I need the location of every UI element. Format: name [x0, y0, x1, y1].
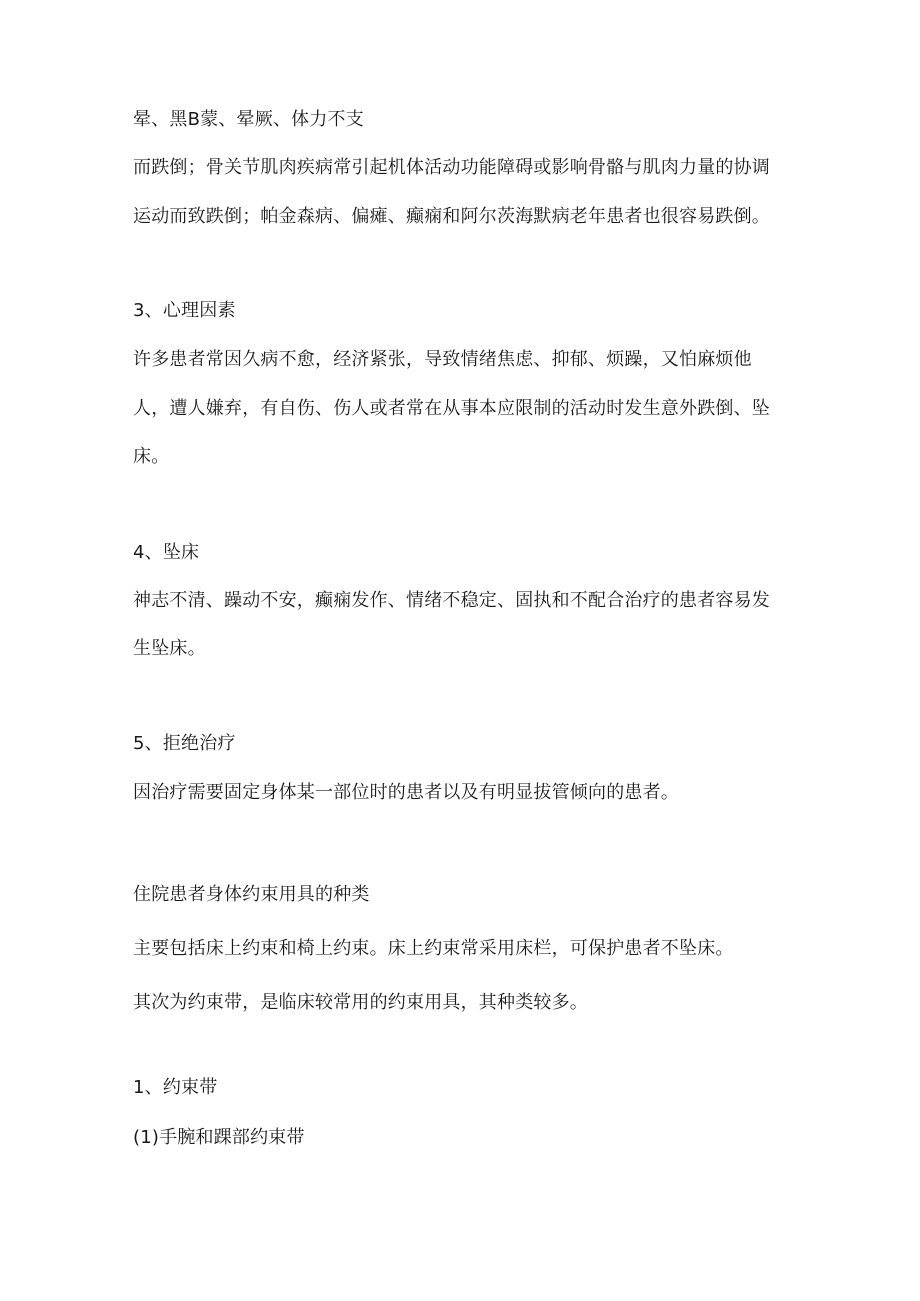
text-line-wrist-ankle-belt: (1)手腕和踝部约束带 [133, 1127, 305, 1148]
text-line-restraint-2: 其次为约束带，是临床较常用的约束用具，其种类较多。 [133, 992, 588, 1013]
text-line-psych-3: 床。 [133, 446, 170, 467]
text-line-refuse-treatment: 因治疗需要固定身体某一部位时的患者以及有明显拔管倾向的患者。 [133, 782, 679, 803]
section-heading-psychological: 3、心理因素 [133, 300, 236, 321]
text-line-psych-1: 许多患者常因久病不愈，经济紧张，导致情绪焦虑、抑郁、烦躁，又怕麻烦他 [133, 349, 752, 370]
section-heading-refuse-treatment: 5、拒绝治疗 [133, 733, 236, 754]
section-heading-restraint-types: 住院患者身体约束用具的种类 [133, 884, 370, 905]
text-line-psych-2: 人，遭人嫌弃，有自伤、伤人或者常在从事本应限制的活动时发生意外跌倒、坠 [133, 398, 770, 419]
section-heading-restraint-belt: 1、约束带 [133, 1077, 218, 1098]
text-line-parkinson: 运动而致跌倒；帕金森病、偏瘫、癫痫和阿尔茨海默病老年患者也很容易跌倒。 [133, 206, 770, 227]
text-line-bone-joint: 而跌倒；骨关节肌肉疾病常引起机体活动功能障碍或影响骨骼与肌肉力量的协调 [133, 157, 770, 178]
section-heading-fall-from-bed: 4、坠床 [133, 542, 200, 563]
text-line-dizziness: 晕、黑B蒙、晕厥、体力不支 [133, 109, 364, 130]
text-line-fall-bed-1: 神志不清、躁动不安，癫痫发作、情绪不稳定、固执和不配合治疗的患者容易发 [133, 590, 770, 611]
text-line-fall-bed-2: 生坠床。 [133, 638, 206, 659]
text-line-restraint-1: 主要包括床上约束和椅上约束。床上约束常采用床栏，可保护患者不坠床。 [133, 938, 734, 959]
